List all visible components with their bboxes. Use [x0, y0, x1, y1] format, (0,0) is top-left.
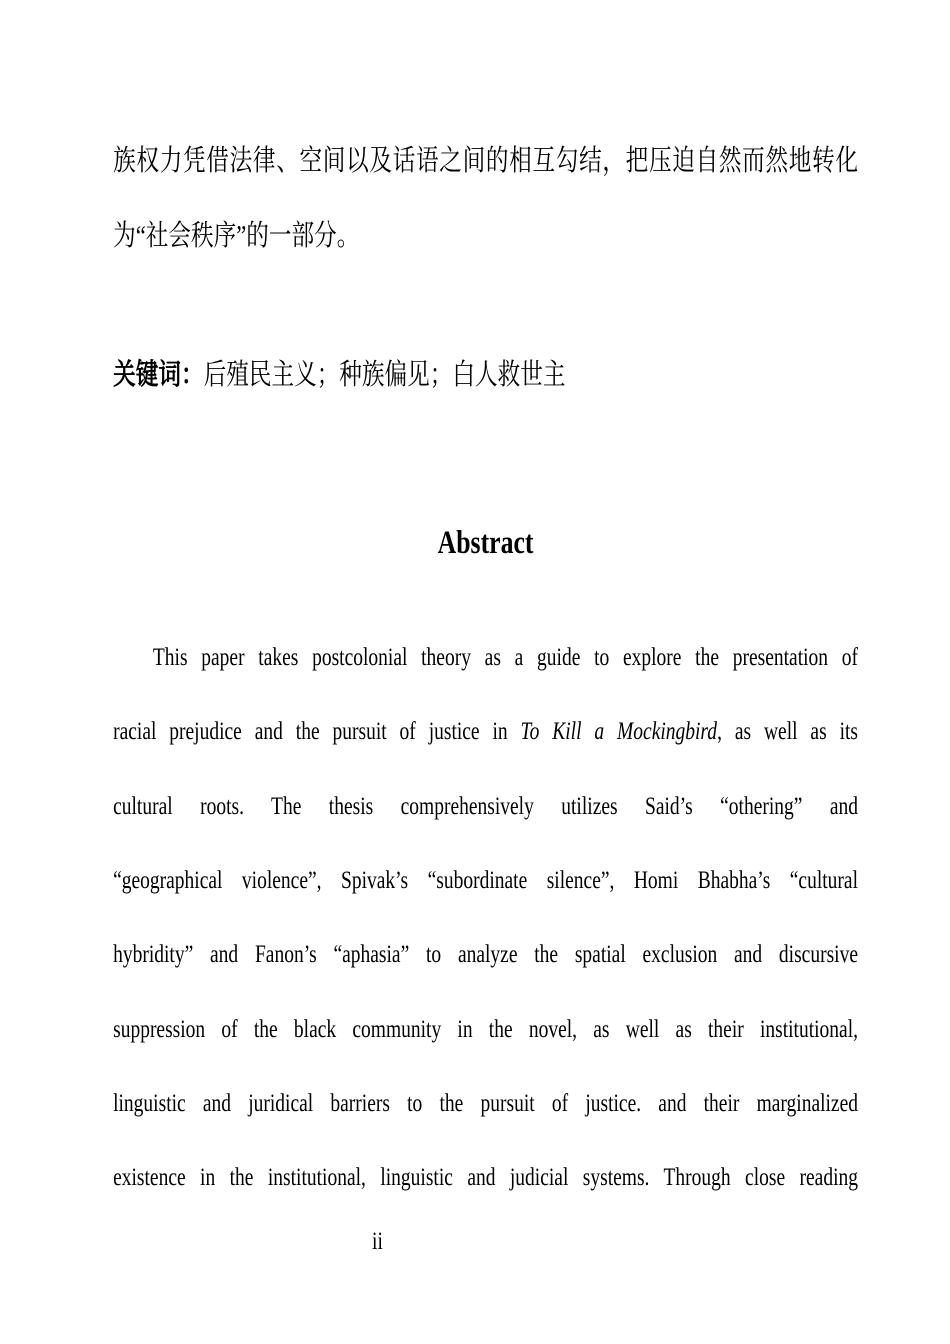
abstract-paragraph-line: cultural roots. The thesis comprehensively utilizes Said’s “othering” and — [113, 793, 858, 820]
abstract-paragraph-line — [113, 717, 858, 747]
chinese-keywords-label: 关键词： — [113, 359, 204, 391]
abstract-paragraph-line: This paper takes postcolonial theory as a guide to explore the presentation of — [152, 644, 858, 671]
abstract-paragraph-line: suppression of the black community in the novel, as well as their institutional, — [113, 1016, 858, 1043]
line-text-after-title: , as well as its — [717, 718, 858, 745]
line-text-before-title: racial prejudice and the pursuit of justice in — [113, 718, 521, 745]
abstract-paragraph-line: existence in the institutional, linguistic and judicial systems. Through close reading — [113, 1164, 858, 1191]
chinese-abstract-line-1: 族权力凭借法律、空间以及话语之间的相互勾结，把压迫自然而然地转化 — [113, 145, 858, 177]
abstract-paragraph-line: hybridity” and Fanon’s “aphasia” to analyze the spatial exclusion and discursive — [113, 941, 858, 968]
book-title-italic: To Kill a Mockingbird — [520, 718, 718, 745]
abstract-paragraph-line: linguistic and juridical barriers to the pursuit of justice. and their marginalized — [113, 1090, 858, 1117]
abstract-heading: Abstract — [437, 525, 534, 561]
chinese-keywords-line — [113, 358, 858, 392]
chinese-abstract-line-2: 为“社会秩序”的一部分。 — [113, 220, 360, 252]
abstract-paragraph-line: “geographical violence”, Spivak’s “subordinate silence”, Homi Bhabha’s “cultural — [113, 867, 858, 894]
page-number: ii — [372, 1228, 383, 1255]
chinese-keywords-text: 后殖民主义；种族偏见；白人救世主 — [203, 359, 566, 391]
